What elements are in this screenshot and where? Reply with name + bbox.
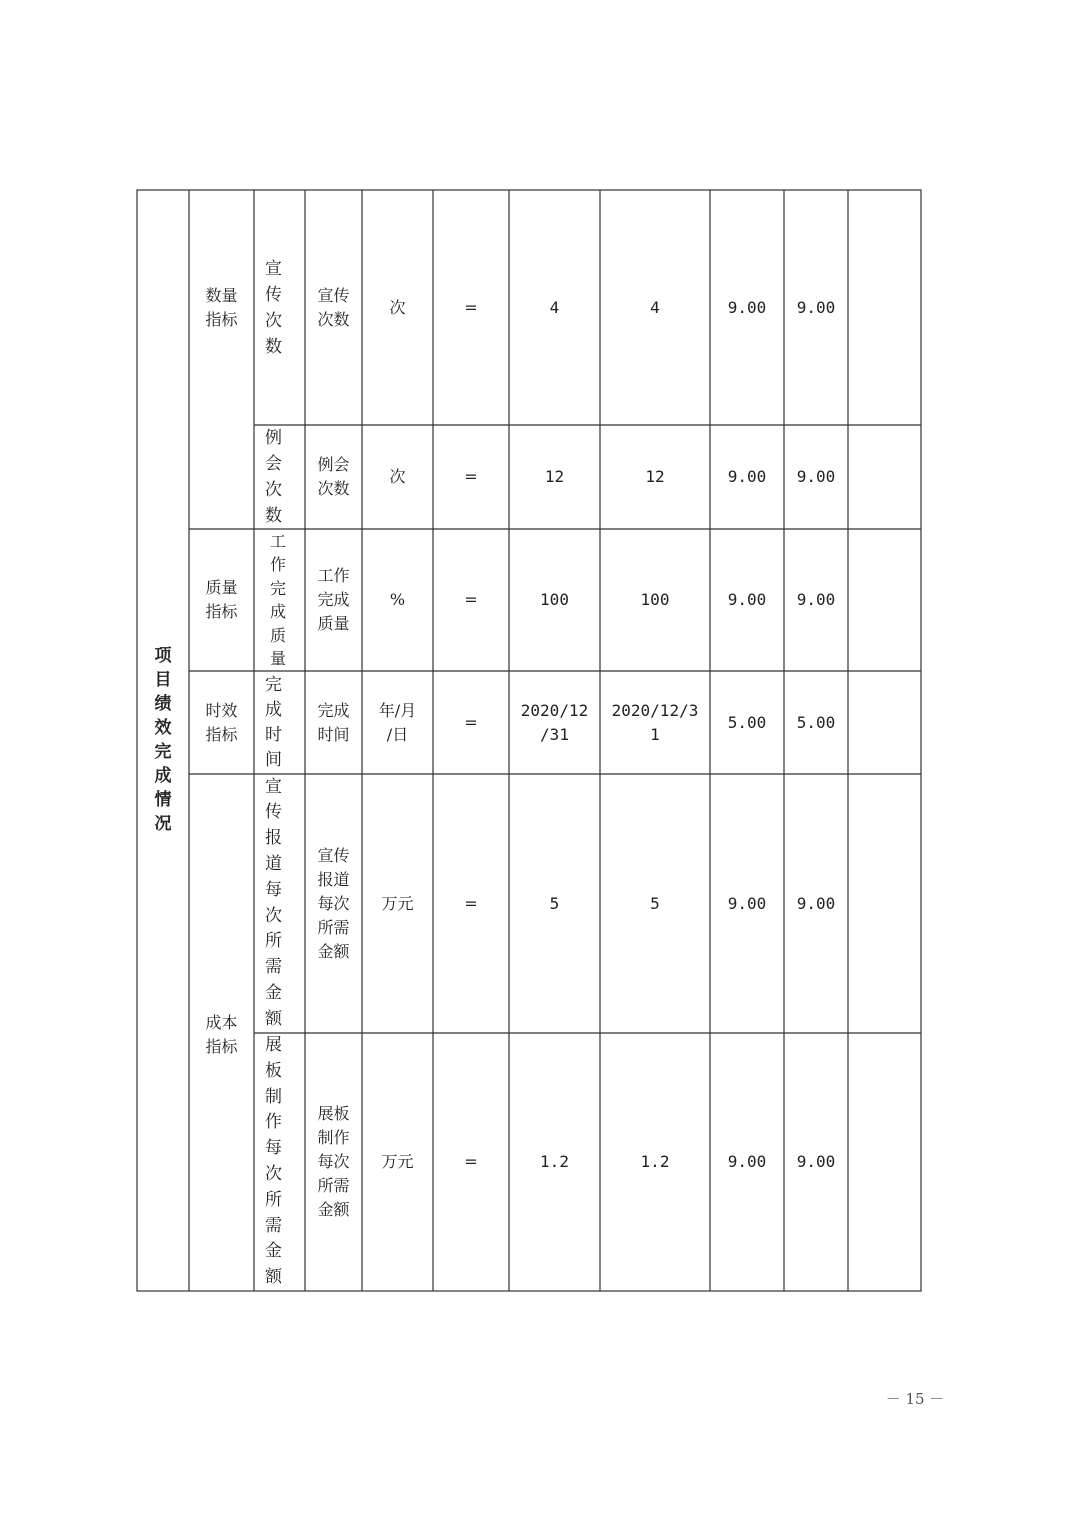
table-row-unit: 次: [389, 297, 406, 317]
table-row-operator: =: [464, 467, 478, 486]
table-row-weight: 9.00: [727, 1152, 767, 1171]
table-row-score: 9.00: [796, 297, 836, 317]
table-row-indicator: 展 板 制 作 每 次 所 需 金 额: [265, 1035, 282, 1288]
table-row-metric: 工作 完成 质量: [317, 566, 350, 633]
table-row-metric: 展板 制作 每次 所需 金额: [317, 1104, 350, 1219]
table-row-indicator: 宣 传 次 数: [265, 258, 282, 357]
group-label-quality: 质量 指标: [205, 578, 238, 621]
table-row-metric: 宣传 报道 每次 所需 金额: [317, 845, 350, 961]
table-row-note: [848, 774, 921, 1033]
table-row-unit: 万元: [381, 1152, 414, 1171]
table-row-score: 9.00: [796, 467, 836, 486]
table-row-weight: 9.00: [727, 297, 767, 317]
table-row-unit: 年/月 /日: [378, 700, 417, 744]
table-row-score: 9.00: [796, 893, 836, 913]
table-row-indicator: 宣 传 报 道 每 次 所 需 金 额: [265, 776, 282, 1029]
table-row-operator: =: [464, 712, 478, 732]
table-row-operator: =: [464, 590, 478, 609]
table-row-metric: 完成 时间: [317, 700, 350, 744]
group-label-cost: 成本 指标: [205, 1013, 238, 1056]
table-row-weight: 9.00: [727, 590, 767, 609]
table-row-indicator: 例 会 次 数: [265, 428, 282, 526]
table-row-actual: 4: [650, 297, 660, 317]
table-row-operator: =: [464, 1152, 478, 1171]
table-row-score: 9.00: [796, 1152, 836, 1171]
table-row-unit: %: [389, 590, 406, 609]
table-row-actual: 12: [645, 467, 665, 486]
table-row-indicator: 工 作 完 成 质 量: [269, 531, 286, 668]
table-row-score: 9.00: [796, 590, 836, 609]
table-row-weight: 9.00: [727, 467, 767, 486]
table-row-operator: =: [464, 893, 478, 913]
page-number: － 15 －: [885, 1390, 945, 1408]
table-row-metric: 宣传 次数: [317, 285, 350, 329]
table-row-target: 100: [540, 590, 569, 609]
table-row-metric: 例会 次数: [317, 455, 350, 498]
table-row-operator: =: [464, 297, 478, 317]
group-label-quantity: 数量 指标: [205, 285, 238, 329]
table-row-target: 2020/12 /31: [520, 700, 589, 744]
table-row-actual: 2020/12/3 1: [611, 700, 699, 744]
table-row-note: [848, 1033, 921, 1291]
table-row-actual: 1.2: [640, 1152, 670, 1171]
table-row-unit: 万元: [381, 893, 414, 913]
table-row-target: 12: [544, 467, 565, 486]
table-row-target: 1.2: [540, 1152, 569, 1171]
table-row-note: [848, 425, 921, 529]
table-row-score: 5.00: [796, 712, 836, 732]
table-row-note: [848, 529, 921, 671]
table-row-note: [848, 190, 921, 425]
section-label: 项 目 绩 效 完 成 情 况: [154, 646, 172, 834]
table-row-target: 4: [549, 297, 560, 317]
table-row-weight: 9.00: [727, 893, 767, 913]
table-row-weight: 5.00: [727, 712, 767, 732]
table-row-indicator: 完 成 时 间: [265, 674, 282, 770]
group-label-timeliness: 时效 指标: [205, 700, 238, 744]
table-row-actual: 5: [650, 893, 660, 913]
table-row-unit: 次: [389, 467, 406, 486]
table-row-note: [848, 671, 921, 774]
table-row-target: 5: [549, 893, 560, 913]
table-row-actual: 100: [640, 590, 670, 609]
